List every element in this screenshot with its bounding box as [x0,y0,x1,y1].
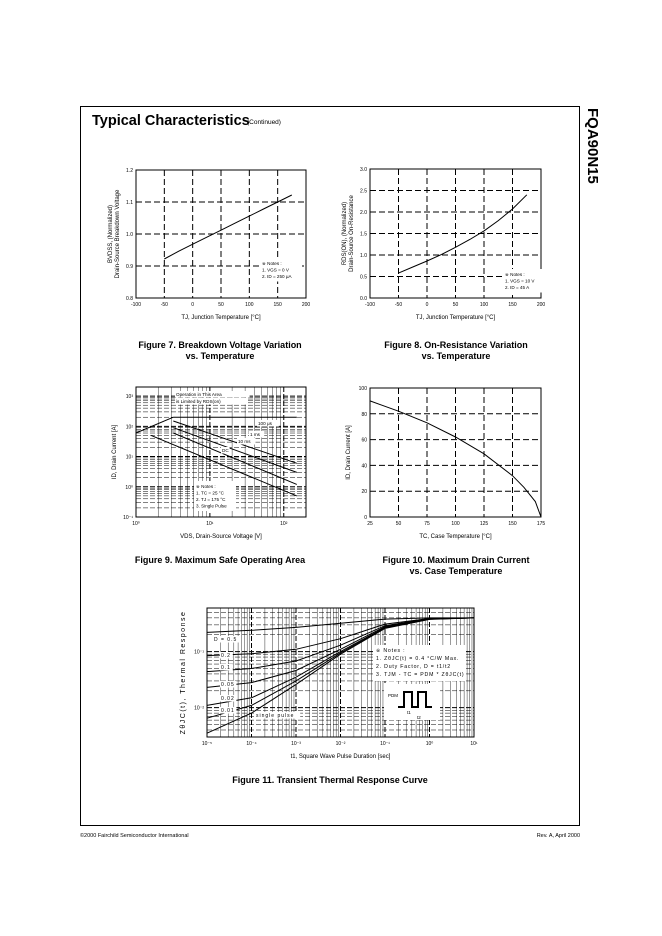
fig10-x-axis-label: TC, Case Temperature [°C] [419,534,492,540]
fig9-x-axis-label: VDS, Drain-Source Voltage [V] [180,534,262,540]
fig10-y-axis-label: ID, Drain Current [A] [346,425,352,480]
fig8-y-tick-label: 3.0 [360,167,367,173]
fig11-x-tick-label: 10⁻⁴ [246,741,257,747]
fig9-annotation: 10 ms [238,439,251,444]
fig7-x-tick-label: 100 [245,302,254,308]
fig9-x-tick-label: 10² [280,521,288,527]
fig7-x-tick-label: 150 [273,302,282,308]
fig8-y-tick-label: 1.0 [360,253,367,259]
fig11-x-tick-label: 10⁻³ [291,741,301,747]
fig7-x-tick-label: -50 [160,302,168,308]
fig7-caption [110,340,330,362]
fig11-annotation: 0.2 [221,653,231,659]
fig11-t2-label: t2 [417,715,421,720]
fig7-y-tick-label: 0.9 [126,264,133,270]
fig11-note-line: 2. Duty Factor, D = t1/t2 [376,664,451,670]
fig11-x-axis-label: t1, Square Wave Pulse Duration [sec] [290,754,391,760]
fig7-note-line: 2. ID = 250 μA [262,274,292,279]
fig9-note-line: ※ Notes : [196,484,216,489]
fig7-y-tick-label: 1.2 [126,168,133,174]
fig10-x-tick-label: 125 [479,521,489,527]
fig11-x-tick-label: 10⁻⁵ [201,741,213,747]
fig10-x-tick-label: 150 [508,521,517,527]
fig11-pdm-label: PDM [388,693,398,698]
fig9-annotation: is Limited by RDS(on) [176,399,221,404]
fig7-x-tick-label: -100 [130,302,142,308]
fig9-annotation: 100 μs [258,421,272,426]
footer-revision: Rev. A, April 2000 [536,833,580,839]
fig11-annotation: 0.05 [221,682,235,688]
fig7-y-axis-label: BVDSS, (Normalized) [108,204,114,264]
fig11-x-tick-label: 10⁻¹ [380,741,390,747]
fig8-x-tick-label: 200 [536,302,546,308]
fig11-annotation: D = 0.5 [214,637,238,643]
fig8-x-tick-label: 150 [508,302,517,308]
fig8-y-tick-label: 0.5 [360,274,367,281]
fig11-note-line: ※ Notes : [376,648,406,654]
fig10-x-tick-label: 50 [395,521,402,527]
fig8-y-tick-label: 0.0 [360,296,367,302]
fig9-series-line-4 [173,433,296,484]
fig7-series-line-0 [164,195,291,259]
fig11-t1-label: t1 [407,710,411,715]
fig9-annotation: 1 ms [250,432,260,437]
fig10-x-tick-label: 175 [536,521,546,527]
fig8-note-line: ※ Notes : [505,272,525,277]
fig9-annotation: DC [222,448,229,453]
fig10-y-tick-label: 60 [361,437,367,444]
fig11-y-tick-label: 10⁻¹ [194,649,204,656]
fig7-y-axis-label-2: Drain-Source Breakdown Voltage [115,189,121,279]
fig8-x-tick-label: -100 [364,302,376,308]
fig7-x-tick-label: 200 [301,302,311,308]
footer-copyright: ©2000 Fairchild Semiconductor International [80,833,189,839]
fig8-x-tick-label: -50 [394,302,403,308]
fig11-x-tick-label: 10⁻² [335,741,346,747]
fig10-caption-line1: Figure 10. Maximum Drain Current [382,555,530,565]
fig10-x-tick-label: 75 [424,521,430,527]
fig7-y-tick-label: 0.8 [126,296,133,302]
fig11-annotation: 0.1 [221,665,231,671]
fig9-note-line: 2. TJ = 175 °C [196,497,226,502]
fig7-caption-line1: Figure 7. Breakdown Voltage Variation [138,340,302,350]
fig9-y-axis-label: ID, Drain Current [A] [112,424,118,480]
fig8-y-axis-label: RDS(ON), (Normalized) [342,201,348,266]
fig11-note-line: 3. TJM - TC = PDM * ZθJC(t) [376,672,465,678]
fig8-y-tick-label: 2.0 [360,210,367,216]
part-number-text: FQA90N15 [584,108,601,184]
fig7-note-line: 1. VGS = 0 V [262,267,289,273]
fig9-y-tick-label: 10⁰ [125,484,133,491]
fig10-y-tick-label: 100 [358,386,367,392]
fig8-y-tick-label: 1.5 [360,231,367,238]
fig8-note-line: 2. ID = 45 A [505,285,530,290]
fig9-x-tick-label: 10¹ [206,521,214,527]
fig9-y-tick-label: 10¹ [125,454,133,461]
fig8-note-line: 1. VGS = 10 V [505,278,535,284]
fig9-y-tick-label: 10² [125,424,133,431]
fig8-x-tick-label: 50 [452,302,459,308]
fig7-y-tick-label: 1.1 [126,200,133,206]
fig10-y-tick-label: 40 [361,463,367,470]
fig11-x-tick-label: 10¹ [470,741,478,747]
fig10-x-tick-label: 100 [451,521,460,527]
fig7-x-tick-label: 0 [191,302,195,308]
fig8-y-axis-label-2: Drain-Source On-Resistance [349,195,355,272]
fig10-x-tick-label: 25 [367,521,373,527]
fig9-caption-line1: Figure 9. Maximum Safe Operating Area [134,555,306,565]
fig7-caption-line2: vs. Temperature [185,351,255,361]
fig8-x-tick-label: 0 [425,302,429,308]
fig11-note-line: 1. ZθJC(t) = 0.4 °C/W Max. [376,656,460,662]
fig11-y-axis-label: ZθJC(t), Thermal Response [180,610,187,735]
fig10-y-tick-label: 80 [361,411,367,418]
fig10-y-tick-label: 20 [361,489,367,496]
fig8-caption [346,340,566,362]
fig9-annotation: Operation in This Area [176,392,222,397]
page-title: Typical Characteristics [92,113,250,129]
fig8-caption-line2: vs. Temperature [421,351,491,361]
fig8-x-tick-label: 100 [479,302,489,308]
fig9-note-line: 1. TC = 25 °C [196,490,224,496]
fig8-x-axis-label: TJ, Junction Temperature [°C] [415,315,496,321]
fig7-x-tick-label: 50 [218,302,224,308]
fig8-caption-line1: Figure 8. On-Resistance Variation [384,340,528,350]
fig9-series-line-0 [136,417,173,433]
fig11-y-tick-label: 10⁻² [194,705,204,712]
fig9-caption [100,555,340,566]
fig11-caption [200,775,460,786]
fig11-annotation: 0.01 [221,708,235,714]
fig9-note-line: 3. Single Pulse [196,503,227,509]
fig11-x-tick-label: 10⁰ [425,741,434,747]
fig11-annotation: 0.02 [221,696,235,702]
fig7-x-axis-label: TJ, Junction Temperature [°C] [181,315,261,321]
fig11-caption-line1: Figure 11. Transient Thermal Response Curve [232,775,428,785]
fig8-y-tick-label: 2.5 [360,188,367,195]
fig10-y-tick-label: 0 [364,515,367,521]
fig10-caption [346,555,566,577]
fig9-x-tick-label: 10⁰ [132,521,140,527]
fig9-y-tick-label: 10³ [125,394,133,401]
fig7-note-line: ※ Notes : [262,261,282,266]
fig7-y-tick-label: 1.0 [126,232,133,238]
fig9-y-tick-label: 10⁻¹ [123,515,133,521]
fig11-annotation: single pulse [256,713,295,719]
title-note: (Continued) [247,119,281,126]
fig10-caption-line2: vs. Case Temperature [409,566,503,576]
